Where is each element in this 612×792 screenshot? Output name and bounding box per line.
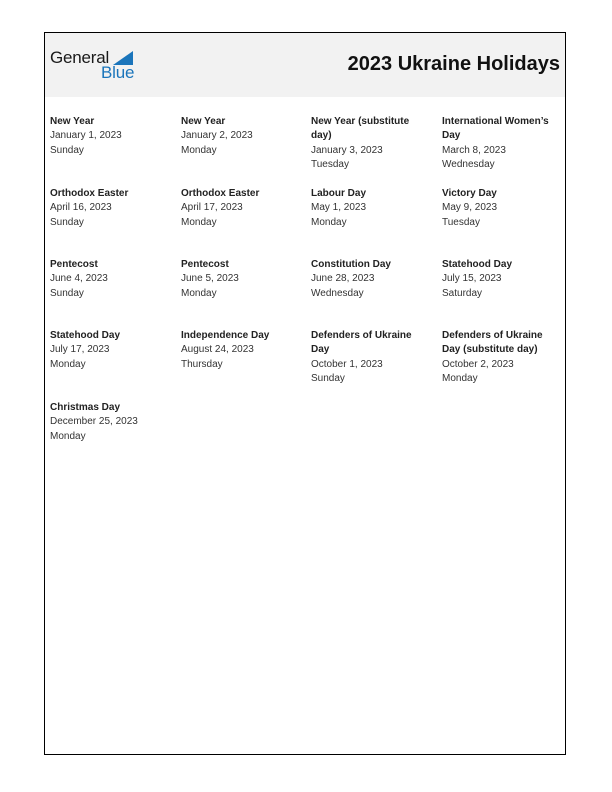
holiday-name: Victory Day (442, 188, 497, 199)
holiday-name: Pentecost (50, 259, 98, 270)
holiday-date: July 17, 2023 (50, 344, 110, 356)
holiday-date: June 5, 2023 (181, 273, 239, 285)
holiday-date: June 28, 2023 (311, 273, 375, 285)
holiday-date: January 2, 2023 (181, 130, 253, 142)
holiday-item (311, 258, 431, 301)
holiday-name: Pentecost (181, 259, 229, 270)
logo-text-blue: Blue (101, 63, 135, 82)
holiday-date: May 1, 2023 (311, 202, 367, 214)
header-band (45, 33, 565, 97)
holiday-item (181, 329, 301, 372)
holiday-date: April 16, 2023 (50, 202, 112, 214)
holiday-weekday: Monday (50, 358, 86, 370)
generalblue-logo (50, 48, 140, 82)
holiday-date: December 25, 2023 (50, 416, 138, 428)
holiday-item (50, 258, 170, 301)
holiday-name: Christmas Day (50, 402, 121, 413)
page-title: 2023 Ukraine Holidays (347, 53, 560, 75)
holiday-weekday: Sunday (50, 144, 84, 156)
holiday-weekday: Tuesday (311, 158, 349, 170)
holiday-name: Labour Day (311, 188, 367, 199)
holiday-weekday: Monday (311, 216, 347, 228)
holiday-date: May 9, 2023 (442, 202, 498, 214)
holiday-name: Constitution Day (311, 259, 391, 270)
holiday-date: March 8, 2023 (442, 144, 506, 156)
holiday-item (181, 115, 301, 158)
holiday-weekday: Thursday (181, 358, 223, 370)
holiday-name: Defenders of Ukraine Day (substitute day) (442, 330, 543, 356)
holiday-weekday: Wednesday (311, 287, 364, 299)
holiday-name: Independence Day (181, 330, 270, 341)
holiday-date: July 15, 2023 (442, 273, 502, 285)
holiday-date: June 4, 2023 (50, 273, 108, 285)
holiday-name: New Year (181, 116, 226, 127)
holiday-name: Statehood Day (442, 259, 513, 270)
holiday-name: Statehood Day (50, 330, 121, 341)
holiday-weekday: Monday (442, 372, 478, 384)
holiday-weekday: Sunday (311, 372, 345, 384)
holiday-name: Defenders of Ukraine Day (311, 330, 412, 356)
holiday-item (50, 187, 170, 230)
holiday-item (181, 187, 301, 230)
holiday-date: January 3, 2023 (311, 144, 383, 156)
holiday-weekday: Saturday (442, 287, 483, 299)
page-frame (44, 32, 566, 755)
holiday-name: New Year (substitute day) (311, 116, 410, 142)
holiday-date: January 1, 2023 (50, 130, 122, 142)
holiday-weekday: Monday (50, 430, 86, 442)
logo-text-general: General (50, 48, 110, 67)
holiday-date: August 24, 2023 (181, 344, 254, 356)
holiday-item (311, 187, 431, 230)
holiday-item (442, 258, 562, 301)
holiday-name: Orthodox Easter (50, 188, 129, 199)
holiday-name: Orthodox Easter (181, 188, 260, 199)
holiday-item (442, 115, 562, 172)
holiday-weekday: Sunday (50, 216, 84, 228)
holiday-name: International Women’s Day (442, 116, 549, 142)
holiday-weekday: Monday (181, 144, 217, 156)
holiday-name: New Year (50, 116, 95, 127)
holiday-date: October 2, 2023 (442, 358, 514, 370)
holiday-item (181, 258, 301, 301)
holiday-item (50, 329, 170, 372)
holiday-date: October 1, 2023 (311, 358, 383, 370)
holiday-weekday: Monday (181, 287, 217, 299)
holiday-date: April 17, 2023 (181, 202, 243, 214)
holiday-weekday: Sunday (50, 287, 84, 299)
holiday-item (50, 401, 170, 444)
holiday-weekday: Monday (181, 216, 217, 228)
holiday-item (442, 187, 562, 230)
holiday-item (50, 115, 170, 158)
holiday-item (311, 115, 431, 172)
holiday-weekday: Tuesday (442, 216, 480, 228)
holiday-item (311, 329, 431, 386)
holiday-item (442, 329, 562, 386)
holiday-weekday: Wednesday (442, 158, 495, 170)
